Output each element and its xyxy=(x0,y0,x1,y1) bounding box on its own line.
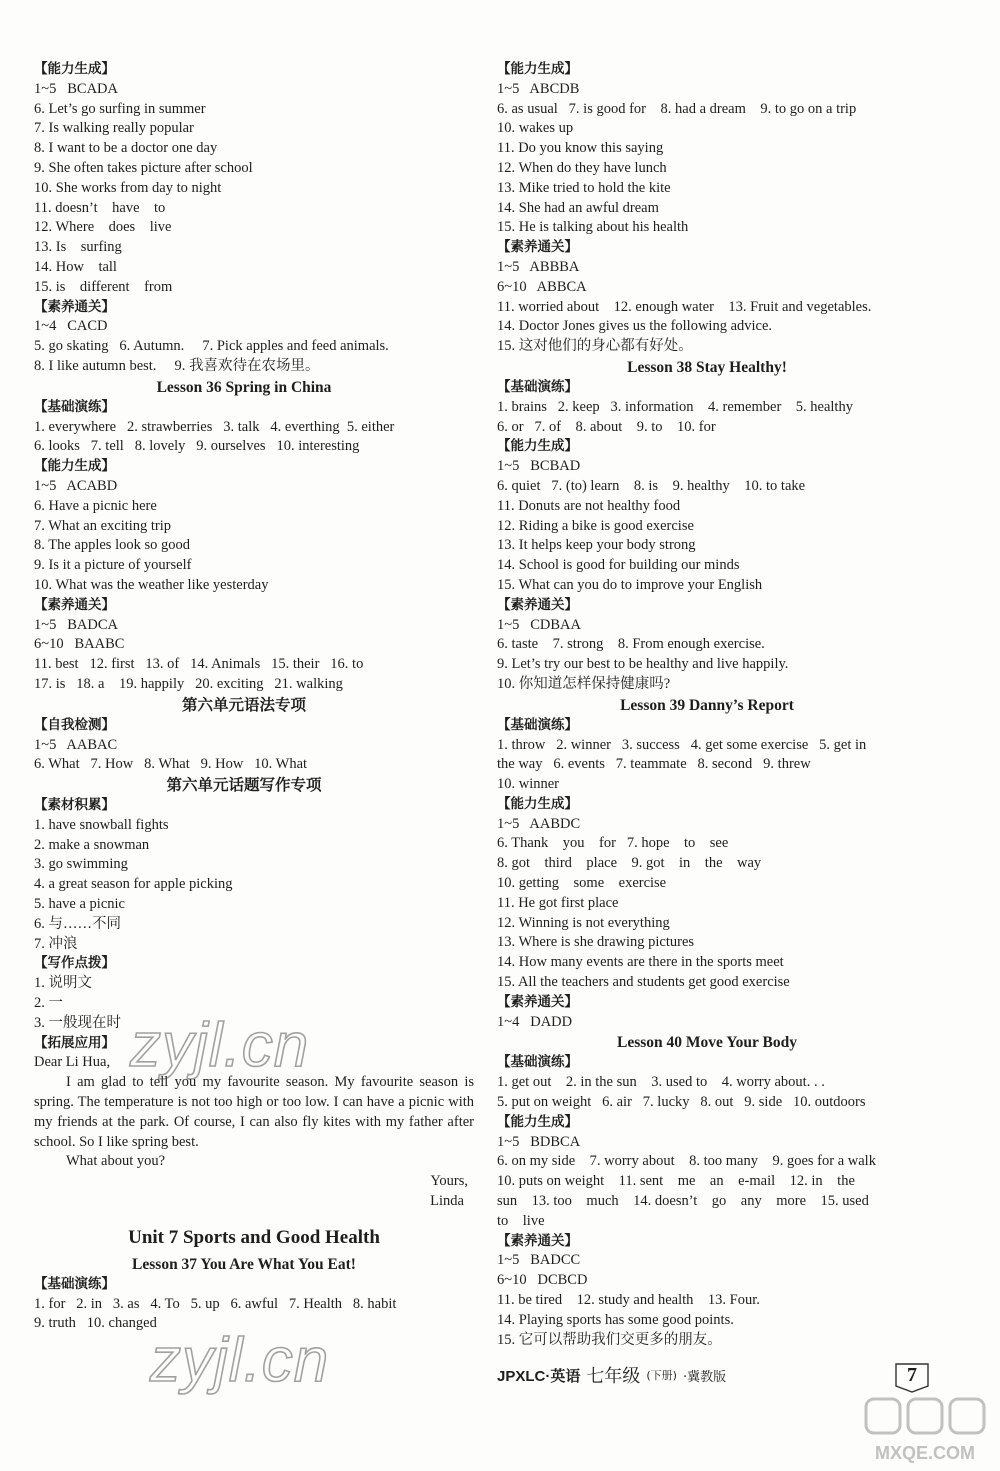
answer-line: 1~5 AABAC xyxy=(34,736,118,753)
answer-line: 12. Riding a bike is good exercise xyxy=(497,517,694,534)
answer-line: 1~5 BCBAD xyxy=(497,458,581,475)
answer-line: 15. is different from xyxy=(34,278,173,295)
answer-line: the way 6. events 7. teammate 8. second 9. threw xyxy=(497,756,811,773)
left-column xyxy=(34,60,474,1334)
answer-line: 14. Doctor Jones gives us the following advice. xyxy=(497,318,773,335)
corner-watermark-text: MXQE.COM xyxy=(874,1443,976,1463)
answer-line: 13. Where is she drawing pictures xyxy=(497,934,695,951)
page-number: 7 xyxy=(892,1360,932,1394)
answer-line: 1~5 BDBCA xyxy=(497,1133,581,1150)
answer-line: 7. What an exciting trip xyxy=(34,517,172,534)
answer-line: 15. 它可以帮助我们交更多的朋友。 xyxy=(497,1331,722,1348)
answer-line: 10. getting some exercise xyxy=(497,875,667,892)
letter-question: What about you? xyxy=(66,1153,166,1170)
answer-line: 1~4 DADD xyxy=(497,1013,573,1030)
answer-line: 1~5 ABCDB xyxy=(497,80,580,97)
answer-line: 12. Winning is not everything xyxy=(497,914,670,931)
footer-grade: 七年级 xyxy=(586,1366,641,1387)
answer-line: 2. make a snowman xyxy=(34,836,150,853)
answer-line: 5. have a picnic xyxy=(34,896,125,913)
answer-line: 14. How many events are there in the sports meet xyxy=(497,954,784,971)
answer-line: 8. got third place 9. got in the way xyxy=(497,855,762,872)
section-tag: 【基础演练】 xyxy=(497,716,578,733)
section-tag: 【基础演练】 xyxy=(34,398,115,415)
answer-line: 10. puts on weight 11. sent me an e-mail 12. in the xyxy=(497,1173,855,1190)
answer-line: 4. a great season for apple picking xyxy=(34,876,233,893)
answer-line: 14. How tall xyxy=(34,258,117,275)
answer-line: 11. worried about 12. enough water 13. Fruit and vegetables. xyxy=(497,298,872,315)
answer-line: 10. wakes up xyxy=(497,120,574,137)
section-tag: 【写作点拨】 xyxy=(34,955,115,972)
answer-line: 8. I like autumn best. 9. 我喜欢待在农场里。 xyxy=(34,357,320,374)
answer-line: 6. What 7. How 8. What 9. How 10. What xyxy=(34,756,308,773)
answer-line: 7. 冲浪 xyxy=(34,935,78,952)
answer-line: 12. Where does live xyxy=(34,219,172,236)
answer-line: 3. go swimming xyxy=(34,856,128,873)
answer-line: 11. Do you know this saying xyxy=(497,140,664,157)
watermark-bottom: zyjl.cn xyxy=(150,1326,330,1395)
answer-line: 6~10 BAABC xyxy=(34,636,125,653)
section-tag: 【基础演练】 xyxy=(497,1054,578,1071)
answer-line: 1~5 ACABD xyxy=(34,477,118,494)
answer-line: 7. Is walking really popular xyxy=(34,120,194,137)
corner-watermark-logo xyxy=(860,1395,990,1467)
answer-line: 15. All the teachers and students get good exercise xyxy=(497,974,790,991)
answer-line: 14. She had an awful dream xyxy=(497,199,659,216)
letter-closing: Yours, xyxy=(430,1173,468,1190)
answer-line: 17. is 18. a 19. happily 20. exciting 21. walking xyxy=(34,675,343,692)
answer-line: 12. When do they have lunch xyxy=(497,159,667,176)
answer-line: 15. What can you do to improve your English xyxy=(497,576,763,593)
answer-line: 1~5 BCADA xyxy=(34,80,118,97)
answer-line: 10. 你知道怎样保持健康吗? xyxy=(497,675,671,692)
answer-line: 11. doesn’t have to xyxy=(34,199,166,216)
section-tag: 【能力生成】 xyxy=(497,1113,578,1130)
answer-line: 9. truth 10. changed xyxy=(34,1315,157,1332)
section-tag: 【素养通关】 xyxy=(34,298,115,315)
answer-line: 13. Mike tried to hold the kite xyxy=(497,179,671,196)
answer-line: 6. taste 7. strong 8. From enough exercise. xyxy=(497,636,765,653)
answer-line: 9. She often takes picture after school xyxy=(34,159,253,176)
left-answers-part2 xyxy=(34,1254,474,1334)
section-tag: 【拓展应用】 xyxy=(34,1034,115,1051)
answer-line: 1~5 BADCA xyxy=(34,616,118,633)
section-tag: 【能力生成】 xyxy=(34,458,115,475)
answer-line: 1~5 CDBAA xyxy=(497,616,581,633)
answer-line: 1~5 AABDC xyxy=(497,815,581,832)
answer-line: to live xyxy=(497,1212,545,1229)
answer-line: 10. She works from day to night xyxy=(34,179,222,196)
footer-code: JPXLC·英语 xyxy=(497,1367,581,1385)
left-answers-part1 xyxy=(34,60,474,1053)
answer-line: 6. on my side 7. worry about 8. too many 9. goes for a walk xyxy=(497,1153,876,1170)
answer-line: 15. 这对他们的身心都有好处。 xyxy=(497,338,693,355)
answer-line: 6. Have a picnic here xyxy=(34,497,157,514)
answer-line: 9. Let’s try our best to be healthy and live happily. xyxy=(497,656,789,673)
answer-line: 1. for 2. in 3. as 4. To 5. up 6. awful 7. Health 8. habit xyxy=(34,1295,397,1312)
section-tag: 【素养通关】 xyxy=(497,596,578,613)
answer-line: 10. What was the weather like yesterday xyxy=(34,576,269,593)
answer-line: 3. 一般现在时 xyxy=(34,1014,121,1031)
answer-line: 8. The apples look so good xyxy=(34,537,190,554)
section-tag: 【能力生成】 xyxy=(497,61,578,77)
lesson-heading: Lesson 38 Stay Healthy! xyxy=(627,358,787,376)
section-tag: 【基础演练】 xyxy=(497,378,578,395)
answer-line: 15. He is talking about his health xyxy=(497,219,689,236)
watermark-top: zyjl.cn xyxy=(130,1011,310,1080)
lesson-heading: Lesson 36 Spring in China xyxy=(156,378,332,396)
answer-line: 14. Playing sports has some good points. xyxy=(497,1311,734,1328)
section-tag: 【基础演练】 xyxy=(34,1275,115,1292)
section-tag: 【能力生成】 xyxy=(497,438,578,455)
letter-body: I am glad to tell you my favourite season. My favourite season is spring. The temperature is not too high or too low. I can have a picnic with my friends at the park. Of course, I can also fly kites with my father after school. So I like spring best. xyxy=(34,1074,474,1150)
lesson-heading: 第六单元话题写作专项 xyxy=(166,777,322,795)
answer-line: 10. winner xyxy=(497,776,560,793)
answer-line: 1~5 ABBBA xyxy=(497,258,580,275)
answer-line: 6. Thank you for 7. hope to see xyxy=(497,835,729,852)
answer-line: 13. It helps keep your body strong xyxy=(497,537,696,554)
answer-line: 5. go skating 6. Autumn. 7. Pick apples and feed animals. xyxy=(34,338,389,355)
answer-line: 6. looks 7. tell 8. lovely 9. ourselves 10. interesting xyxy=(34,438,360,455)
answer-line: 2. 一 xyxy=(34,995,63,1012)
answer-line: 1. throw 2. winner 3. success 4. get some exercise 5. get in xyxy=(497,736,867,753)
section-tag: 【素材积累】 xyxy=(34,797,115,814)
answer-line: 9. Is it a picture of yourself xyxy=(34,557,192,574)
answer-line: sun 13. too much 14. doesn’t go any more 15. used xyxy=(497,1193,869,1210)
footer-edition: ·冀教版 xyxy=(682,1369,727,1385)
section-tag: 【能力生成】 xyxy=(497,795,578,812)
section-tag: 【素养通关】 xyxy=(497,993,578,1010)
answer-line: 1~5 BADCC xyxy=(497,1252,581,1269)
answer-line: 11. best 12. first 13. of 14. Animals 15. their 16. to xyxy=(34,656,364,673)
answer-line: 6~10 DCBCD xyxy=(497,1272,588,1289)
answer-line: 1. everywhere 2. strawberries 3. talk 4. everthing 5. either xyxy=(34,418,395,435)
lesson-heading: Lesson 40 Move Your Body xyxy=(617,1034,797,1052)
answer-line: 6. or 7. of 8. about 9. to 10. for xyxy=(497,418,716,435)
answer-line: 11. Donuts are not healthy food xyxy=(497,497,681,514)
section-tag: 【素养通关】 xyxy=(34,596,115,613)
lesson-heading: Lesson 37 You Are What You Eat! xyxy=(132,1255,356,1273)
lesson-heading: 第六单元语法专项 xyxy=(181,696,306,714)
answer-line: 6. 与……不同 xyxy=(34,915,121,932)
letter-signature: Linda xyxy=(430,1193,464,1210)
answer-line: 6. quiet 7. (to) learn 8. is 9. healthy 10. to take xyxy=(497,477,806,494)
section-tag: 【素养通关】 xyxy=(497,239,578,256)
answer-line: 1. brains 2. keep 3. information 4. remember 5. healthy xyxy=(497,398,853,415)
section-tag: 【素养通关】 xyxy=(497,1232,578,1249)
section-tag: 【自我检测】 xyxy=(34,716,115,733)
answer-line: 11. be tired 12. study and health 13. Four. xyxy=(497,1292,760,1309)
answer-line: 11. He got first place xyxy=(497,894,619,911)
letter-greeting: Dear Li Hua, xyxy=(34,1054,111,1071)
answer-line: 6. Let’s go surfing in summer xyxy=(34,100,206,117)
lesson-heading: Lesson 39 Danny’s Report xyxy=(620,696,794,714)
section-tag: 【能力生成】 xyxy=(34,61,115,77)
page-footer xyxy=(497,1360,937,1390)
answer-line: 1~4 CACD xyxy=(34,318,108,335)
answer-line: 6~10 ABBCA xyxy=(497,278,587,295)
answer-line: 8. I want to be a doctor one day xyxy=(34,140,218,157)
answer-line: 1. 说明文 xyxy=(34,975,92,992)
sample-letter xyxy=(34,1053,474,1211)
unit-title: Unit 7 Sports and Good Health xyxy=(128,1226,380,1248)
answer-line: 6. as usual 7. is good for 8. had a dream 9. to go on a trip xyxy=(497,100,857,117)
answer-line: 14. School is good for building our minds xyxy=(497,557,740,574)
right-column xyxy=(497,60,937,1350)
footer-volume: (下册) xyxy=(646,1369,677,1382)
answer-line: 1. have snowball fights xyxy=(34,816,169,833)
answer-line: 13. Is surfing xyxy=(34,239,122,256)
answer-line: 1. get out 2. in the sun 3. used to 4. worry about. . . xyxy=(497,1074,825,1091)
answer-line: 5. put on weight 6. air 7. lucky 8. out 9. side 10. outdoors xyxy=(497,1094,866,1111)
